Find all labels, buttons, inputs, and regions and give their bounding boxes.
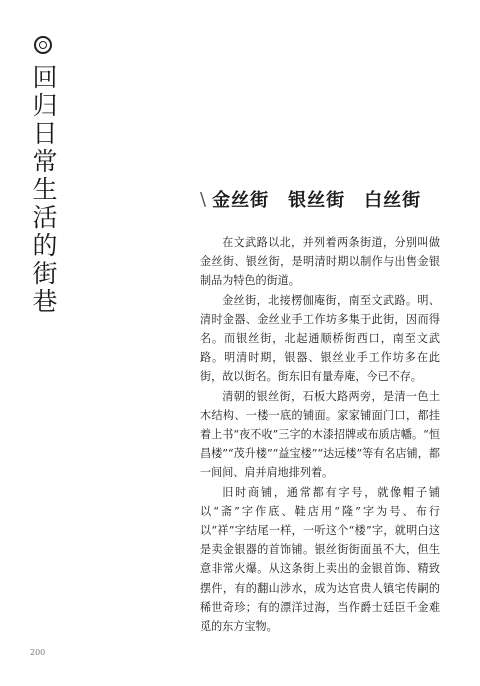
body-text [200,233,440,636]
paragraph: 旧时商铺，通常都有字号，就像帽子铺以“斋”字作底、鞋店用“隆”字为号、布行以“祥”字结尾一样，一听这个“楼”字，就明白这是卖金银器的首饰铺。银丝街街面虽不大，但生意非常火爆。从这条街上卖出的金银首饰、精致摆件，有的翻山涉水，成为达官贵人镇宅传嗣的稀世奇珍；有的漂洋过海，当作爵士廷臣千金难觅的东方宝物。 [200,485,440,634]
paragraph: 金丝街，北接楞伽庵街，南至文武路。明、清时金器、金丝业手工作坊多集于此街，因而得名。而银丝街，北起通顺桥街西口，南至文武路。明清时期，银器、银丝业手工作坊多在此街，故以街名。街东旧有量寿庵，今已不存。 [200,293,440,384]
bullseye-icon [34,36,52,54]
chapter-title: 回归日常生活的街巷 [29,64,58,316]
section-heading-text: 金丝街 银丝街 白丝街 [212,190,422,211]
page-number: 200 [30,648,46,657]
paragraph: 在文武路以北，并列着两条街道，分别叫做金丝街、银丝街，是明清时期以制作与出售金银制品为特色的街道。 [200,236,440,288]
chapter-side-title [26,36,60,316]
paragraph: 清朝的银丝街，石板大路两旁，是清一色土木结构、一楼一底的铺面。家家铺面门口，都挂着上书“夜不收”三字的木漆招牌或布质店幡。“恒昌楼”“茂升楼”“益宝楼”“达远楼”等有名店铺，都一间间、肩并肩地排列着。 [200,389,440,480]
section-heading [200,186,421,212]
slash-icon: \ [200,188,207,210]
